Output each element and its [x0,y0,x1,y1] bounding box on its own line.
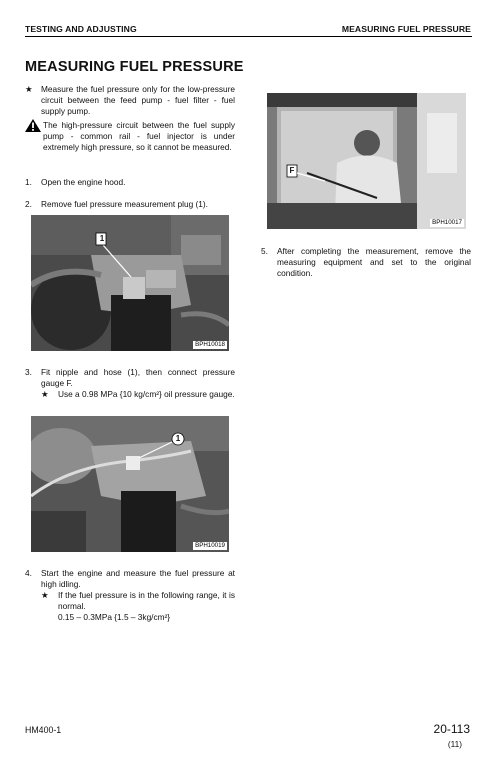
intro-note: Measure the fuel pressure only for the low-pressure circuit between the feed pump - fuel filter - fuel supply pump. [41,84,235,117]
photo-fuel-pressure-plug [31,215,229,351]
warning-icon [25,119,41,132]
photo-cab-gauge [267,93,466,229]
step-4-text: Start the engine and measure the fuel pressure at high idling. [41,568,235,590]
step-4-note: If the fuel pressure is in the following range, it is normal. [58,590,235,612]
step-5-number: 5. [261,246,268,256]
warning-text: The high-pressure circuit between the fuel supply pump - common rail - fuel injector is under extremely high pressure, so it cannot be measured. [43,120,235,153]
step-3-note: Use a 0.98 MPa {10 kg/cm²} oil pressure gauge. [58,389,235,399]
step-2-text: Remove fuel pressure measurement plug (1). [41,199,208,209]
page-number: 20-113 [433,722,470,736]
callout-1-label: 1 [99,234,105,243]
footer-model: HM400-1 [25,725,62,735]
page-revision: (11) [447,739,462,749]
star-icon: ★ [41,389,49,399]
star-icon: ★ [41,590,49,600]
header-divider [25,36,472,37]
photo-id-label: BPH10018 [195,341,225,348]
header-section-title: TESTING AND ADJUSTING [25,24,137,34]
photo-id-label: BPH10019 [195,542,225,549]
star-icon: ★ [25,84,33,94]
photo-nipple-and-hose [31,416,229,552]
step-3-text: Fit nipple and hose (1), then connect pressure gauge F. [41,367,235,389]
step-1-text: Open the engine hood. [41,177,126,187]
step-5-text: After completing the measurement, remove the measuring equipment and set to the original condition. [277,246,471,279]
step-1-number: 1. [25,177,32,187]
step-4-range: 0.15 – 0.3MPa {1.5 – 3kg/cm²} [58,612,171,622]
page-title: MEASURING FUEL PRESSURE [25,59,244,75]
callout-1-label: 1 [175,434,181,443]
header-page-topic: MEASURING FUEL PRESSURE [341,24,471,34]
step-2-number: 2. [25,199,32,209]
step-4-number: 4. [25,568,32,578]
callout-f-label: F [289,166,295,175]
step-3-number: 3. [25,367,32,377]
photo-id-label: BPH10017 [432,219,462,226]
